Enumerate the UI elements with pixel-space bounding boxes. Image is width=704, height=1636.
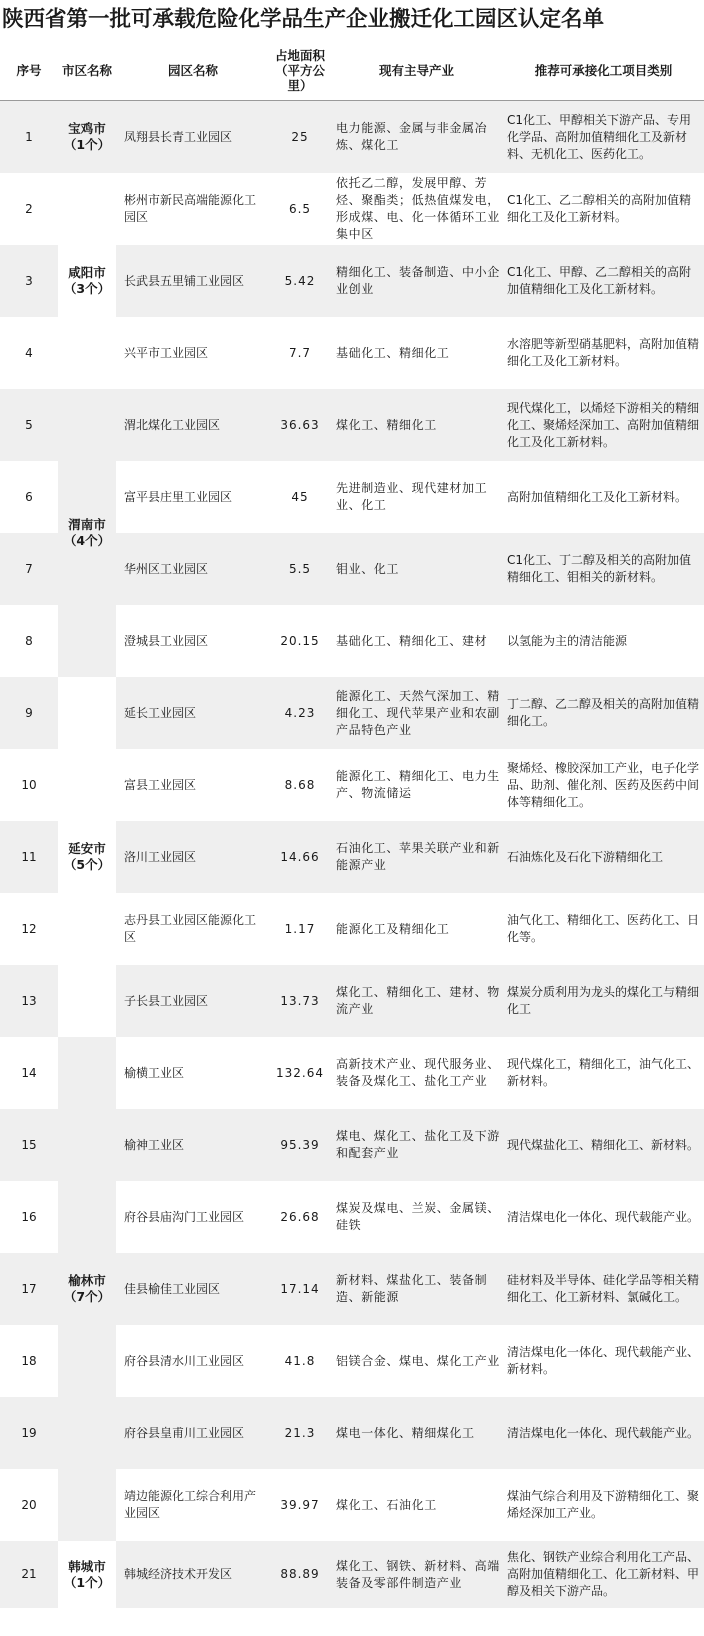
header-index: 序号 [0,40,58,101]
row-index: 12 [0,893,58,965]
park-industry: 煤化工、精细化工、建材、物流产业 [330,965,503,1037]
city-count: （3个） [63,281,111,296]
park-industry: 煤炭及煤电、兰炭、金属镁、硅铁 [330,1181,503,1253]
park-industry: 能源化工、天然气深加工、精细化工、现代苹果产业和农副产品特色产业 [330,677,503,749]
park-industry: 煤化工、钢铁、新材料、高端装备及零部件制造产业 [330,1541,503,1608]
row-index: 13 [0,965,58,1037]
park-area: 36.63 [270,389,330,461]
table-row [0,1037,704,1109]
park-industry: 煤电、煤化工、盐化工及下游和配套产业 [330,1109,503,1181]
park-industry: 能源化工、精细化工、电力生产、物流储运 [330,749,503,821]
city-name: 延安市 [68,841,106,856]
table-row [0,101,704,174]
park-table [0,40,704,1608]
park-area: 8.68 [270,749,330,821]
park-recommend: 水溶肥等新型硝基肥料，高附加值精细化工及化工新材料。 [503,317,704,389]
park-name: 府谷县皇甫川工业园区 [116,1397,270,1469]
city-name: 韩城市 [68,1558,106,1574]
row-index: 17 [0,1253,58,1325]
park-name: 靖边能源化工综合利用产业园区 [116,1469,270,1541]
city-count: （4个） [63,533,111,548]
city-count: （7个） [63,1289,111,1304]
row-index: 5 [0,389,58,461]
city-cell [58,1037,116,1541]
park-recommend: 清洁煤电化一体化、现代载能产业、新材料。 [503,1325,704,1397]
park-industry: 能源化工及精细化工 [330,893,503,965]
park-industry: 煤化工、石油化工 [330,1469,503,1541]
park-area: 25 [270,101,330,174]
park-area: 1.17 [270,893,330,965]
park-name: 长武县五里铺工业园区 [116,245,270,317]
table-row [0,389,704,461]
park-name: 韩城经济技术开发区 [116,1541,270,1608]
park-recommend: 石油炼化及石化下游精细化工 [503,821,704,893]
header-industry: 现有主导产业 [330,40,503,101]
park-industry: 新材料、煤盐化工、装备制造、新能源 [330,1253,503,1325]
park-area: 132.64 [270,1037,330,1109]
table-body [0,101,704,1609]
park-industry: 先进制造业、现代建材加工业、化工 [330,461,503,533]
park-name: 榆神工业区 [116,1109,270,1181]
park-recommend: 焦化、钢铁产业综合利用化工产品、高附加值精细化工、化工新材料、甲醇及相关下游产品。 [503,1541,704,1608]
city-cell [58,389,116,677]
park-name: 兴平市工业园区 [116,317,270,389]
header-area: 占地面积（平方公里） [270,40,330,101]
park-recommend: 现代煤化工，精细化工，油气化工、新材料。 [503,1037,704,1109]
park-name: 华州区工业园区 [116,533,270,605]
park-industry: 铝镁合金、煤电、煤化工产业 [330,1325,503,1397]
row-index: 7 [0,533,58,605]
park-industry: 煤电一体化、精细煤化工 [330,1397,503,1469]
park-name: 富县工业园区 [116,749,270,821]
park-name: 彬州市新民高端能源化工园区 [116,173,270,245]
park-industry: 钼业、化工 [330,533,503,605]
park-industry: 依托乙二醇，发展甲醇、芳烃、聚酯类；低热值煤发电，形成煤、电、化一体循环工业集中区 [330,173,503,245]
city-name: 宝鸡市 [68,121,106,136]
park-industry: 基础化工、精细化工 [330,317,503,389]
park-name: 渭北煤化工业园区 [116,389,270,461]
park-area: 45 [270,461,330,533]
table-row [0,677,704,749]
park-area: 13.73 [270,965,330,1037]
park-table-wrapper [0,40,704,1608]
park-recommend: C1化工、乙二醇相关的高附加值精细化工及化工新材料。 [503,173,704,245]
park-area: 39.97 [270,1469,330,1541]
park-recommend: 以氢能为主的清洁能源 [503,605,704,677]
park-area: 26.68 [270,1181,330,1253]
row-index: 9 [0,677,58,749]
document-title: 陕西省第一批可承载危险化学品生产企业搬迁化工园区认定名单 [2,7,605,32]
table-row [0,1541,704,1608]
row-index: 1 [0,101,58,174]
park-industry: 基础化工、精细化工、建材 [330,605,503,677]
park-recommend: 煤油气综合利用及下游精细化工、聚烯烃深加工产业。 [503,1469,704,1541]
park-recommend: C1化工、甲醇、乙二醇相关的高附加值精细化工及化工新材料。 [503,245,704,317]
header-recommend: 推荐可承接化工项目类别 [503,40,704,101]
park-name: 富平县庄里工业园区 [116,461,270,533]
park-recommend: 煤炭分质利用为龙头的煤化工与精细化工 [503,965,704,1037]
row-index: 2 [0,173,58,245]
park-recommend: 高附加值精细化工及化工新材料。 [503,461,704,533]
row-index: 14 [0,1037,58,1109]
header-park: 园区名称 [116,40,270,101]
park-area: 20.15 [270,605,330,677]
park-name: 府谷县清水川工业园区 [116,1325,270,1397]
row-index: 20 [0,1469,58,1541]
park-area: 5.5 [270,533,330,605]
city-count: （1个） [63,137,111,152]
row-index: 16 [0,1181,58,1253]
park-industry: 精细化工、装备制造、中小企业创业 [330,245,503,317]
park-recommend: C1化工、甲醇相关下游产品、专用化学品、高附加值精细化工及新材料、无机化工、医药化工。 [503,101,704,174]
city-count: （5个） [63,857,111,872]
park-recommend: 清洁煤电化一体化、现代载能产业。 [503,1181,704,1253]
park-area: 4.23 [270,677,330,749]
row-index: 15 [0,1109,58,1181]
row-index: 4 [0,317,58,389]
city-name: 榆林市 [68,1273,106,1288]
park-area: 7.7 [270,317,330,389]
row-index: 10 [0,749,58,821]
park-recommend: 硅材料及半导体、硅化学品等相关精细化工、化工新材料、氯碱化工。 [503,1253,704,1325]
park-name: 志丹县工业园区能源化工区 [116,893,270,965]
city-cell [58,1541,116,1608]
city-cell [58,677,116,1037]
park-area: 14.66 [270,821,330,893]
row-index: 21 [0,1541,58,1608]
park-name: 榆横工业区 [116,1037,270,1109]
park-name: 凤翔县长青工业园区 [116,101,270,174]
park-industry: 煤化工、精细化工 [330,389,503,461]
park-name: 洛川工业园区 [116,821,270,893]
park-industry: 电力能源、金属与非金属冶炼、煤化工 [330,101,503,174]
park-recommend: C1化工、丁二醇及相关的高附加值精细化工、钼相关的新材料。 [503,533,704,605]
park-area: 21.3 [270,1397,330,1469]
city-cell [58,101,116,174]
city-name: 渭南市 [68,517,106,532]
row-index: 6 [0,461,58,533]
city-name: 咸阳市 [68,265,106,280]
park-area: 41.8 [270,1325,330,1397]
park-recommend: 聚烯烃、橡胶深加工产业，电子化学品、助剂、催化剂、医药及医药中间体等精细化工。 [503,749,704,821]
park-name: 府谷县庙沟门工业园区 [116,1181,270,1253]
park-recommend: 清洁煤电化一体化、现代载能产业。 [503,1397,704,1469]
table-header-row [0,40,704,101]
park-area: 88.89 [270,1541,330,1608]
park-industry: 高新技术产业、现代服务业、装备及煤化工、盐化工产业 [330,1037,503,1109]
park-name: 子长县工业园区 [116,965,270,1037]
park-area: 6.5 [270,173,330,245]
table-row [0,173,704,245]
park-recommend: 现代煤化工，以烯烃下游相关的精细化工、聚烯烃深加工、高附加值精细化工及化工新材料。 [503,389,704,461]
park-area: 5.42 [270,245,330,317]
row-index: 19 [0,1397,58,1469]
park-recommend: 丁二醇、乙二醇及相关的高附加值精细化工。 [503,677,704,749]
row-index: 18 [0,1325,58,1397]
park-area: 17.14 [270,1253,330,1325]
park-name: 澄城县工业园区 [116,605,270,677]
city-count: （1个） [63,1574,111,1590]
park-recommend: 油气化工、精细化工、医药化工、日化等。 [503,893,704,965]
row-index: 3 [0,245,58,317]
park-name: 延长工业园区 [116,677,270,749]
park-area: 95.39 [270,1109,330,1181]
header-city: 市区名称 [58,40,116,101]
row-index: 11 [0,821,58,893]
row-index: 8 [0,605,58,677]
park-industry: 石油化工、苹果关联产业和新能源产业 [330,821,503,893]
park-name: 佳县榆佳工业园区 [116,1253,270,1325]
park-recommend: 现代煤盐化工、精细化工、新材料。 [503,1109,704,1181]
city-cell [58,173,116,389]
